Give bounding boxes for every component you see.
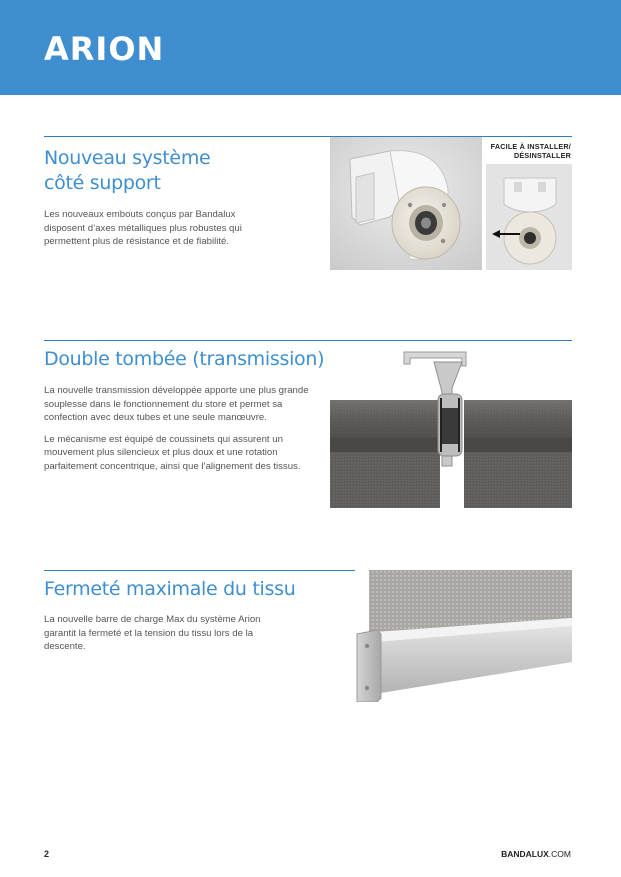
page-number: 2 [44, 849, 50, 859]
brand-name: BANDALUX [501, 849, 549, 859]
section3-paragraph: La nouvelle barre de charge Max du système Arion garantit la fermeté et la tension du tissu lors de la descente. [44, 614, 261, 653]
section1-paragraph: Les nouveaux embouts conçus par Bandalux disposent d’axes métalliques plus robustes qui permettent plus de résistance et de fiabilité. [44, 209, 242, 248]
section2-title: Double tombée (transmission) [44, 348, 325, 370]
section2-paragraph-2: Le mécanisme est équipé de coussinets qui assurent un mouvement plus silencieux et plus doux et une rotation parfaitement concentrique, ainsi que l’alignement des tissus. [44, 433, 301, 472]
section1-title-line1: Nouveau système [44, 147, 211, 169]
section1-body [44, 208, 269, 257]
install-tag [491, 142, 571, 160]
section2-rule [44, 340, 572, 341]
section3-title: Fermeté maximale du tissu [44, 578, 296, 600]
section3-body [44, 613, 294, 662]
bottom-bar-photo [355, 570, 572, 702]
install-tag-line2: DÉSINSTALLER [514, 151, 571, 160]
brand-url [501, 849, 571, 859]
section1-title [44, 146, 210, 196]
section3-rule [44, 570, 372, 571]
brand-domain: .COM [548, 849, 571, 859]
page-title: ARION [44, 30, 165, 68]
header-band [0, 0, 621, 95]
install-tag-line1: FACILE À INSTALLER/ [490, 142, 571, 151]
bracket-photo [330, 137, 482, 270]
section1-title-line2: côté support [44, 172, 161, 194]
section2-body [44, 384, 312, 482]
section2-paragraph-1: La nouvelle transmission développée apporte une plus grande souplesse dans le fonctionnement du store et permet sa confection avec deux tubes et une seule manœuvre. [44, 385, 309, 424]
install-photo [486, 164, 572, 270]
section1-rule [44, 136, 572, 137]
transmission-photo [330, 348, 572, 508]
